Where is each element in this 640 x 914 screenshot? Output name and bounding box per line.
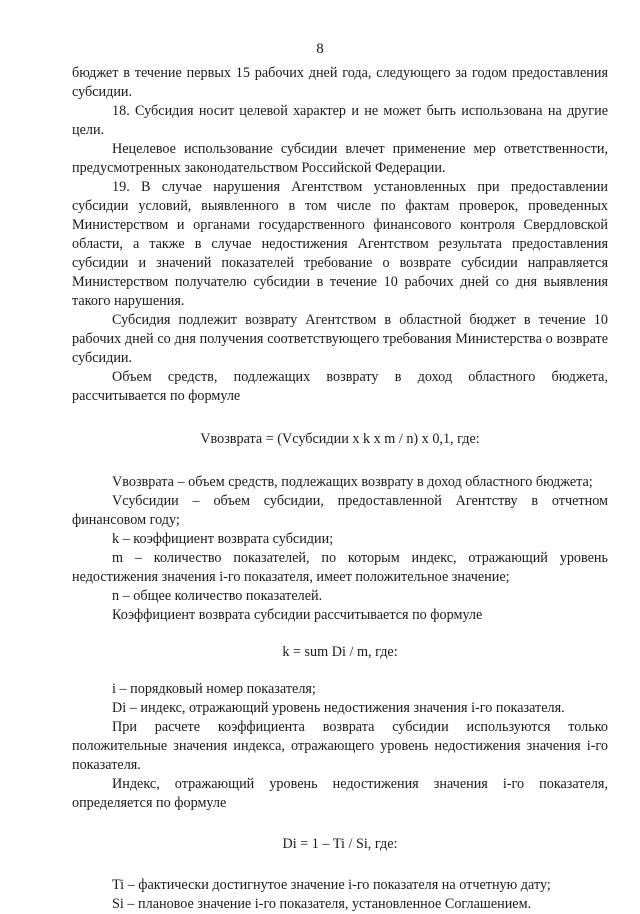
definition-di: Di – индекс, отражающий уровень недостижения значения i-го показателя. — [112, 700, 565, 716]
paragraph-budget-continuation: бюджет в течение первых 15 рабочих дней года, следующего за годом предоставления субсидии. — [72, 65, 608, 100]
paragraph-return-volume-intro: Объем средств, подлежащих возврату в доход областного бюджета, рассчитывается по формуле — [72, 369, 608, 404]
formula-return-volume: Vвозврата = (Vсубсидии x k x m / n) x 0,1, где: — [200, 431, 480, 447]
definition-m: m – количество показателей, по которым индекс, отражающий уровень недостижения значения i-го показателя, имеет положительное значение; — [72, 550, 608, 585]
page-number: 8 — [316, 41, 324, 57]
paragraph-coefficient-intro: Коэффициент возврата субсидии рассчитывается по формуле — [112, 607, 483, 623]
paragraph-positive-values: При расчете коэффициента возврата субсидии используются только положительные значения индекса, отражающего уровень недостижения значения i-го показателя. — [72, 719, 608, 773]
definition-v-subsidy: Vсубсидии – объем субсидии, предоставленной Агентству в отчетном финансовом году; — [72, 493, 608, 528]
paragraph-misuse: Нецелевое использование субсидии влечет применение мер ответственности, предусмотренных законодательством Российской Федерации. — [72, 141, 608, 176]
definition-si: Si – плановое значение i-го показателя, установленное Соглашением. — [112, 896, 532, 912]
definition-k: k – коэффициент возврата субсидии; — [112, 531, 334, 547]
definition-ti: Ti – фактически достигнутое значение i-го показателя на отчетную дату; — [112, 877, 551, 893]
paragraph-clause-18: 18. Субсидия носит целевой характер и не может быть использована на другие цели. — [72, 103, 608, 138]
definition-n: n – общее количество показателей. — [112, 588, 323, 604]
definition-i: i – порядковый номер показателя; — [112, 681, 316, 697]
paragraph-return-deadline: Субсидия подлежит возврату Агентством в областной бюджет в течение 10 рабочих дней со дня получения соответствующего требования Министерства о возврате субсидии. — [72, 312, 608, 366]
formula-coefficient: k = sum Di / m, где: — [282, 644, 398, 660]
formula-index: Di = 1 – Ti / Si, где: — [282, 836, 398, 852]
document-body — [72, 64, 608, 914]
definition-v-return: Vвозврата – объем средств, подлежащих возврату в доход областного бюджета; — [112, 474, 593, 490]
paragraph-index-intro: Индекс, отражающий уровень недостижения значения i-го показателя, определяется по формуле — [72, 776, 608, 811]
paragraph-clause-19: 19. В случае нарушения Агентством установленных при предоставлении субсидии условий, выявленного в том числе по фактам проверок, проведенных Министерством и органами государственного финансового контроля Свердловской области, а также в случае недостижения Агентством результата предоставления субсидии и значений показателей требование о возврате субсидии направляется Министерством получателю субсидии в течение 10 рабочих дней со дня выявления такого нарушения. — [72, 179, 608, 309]
